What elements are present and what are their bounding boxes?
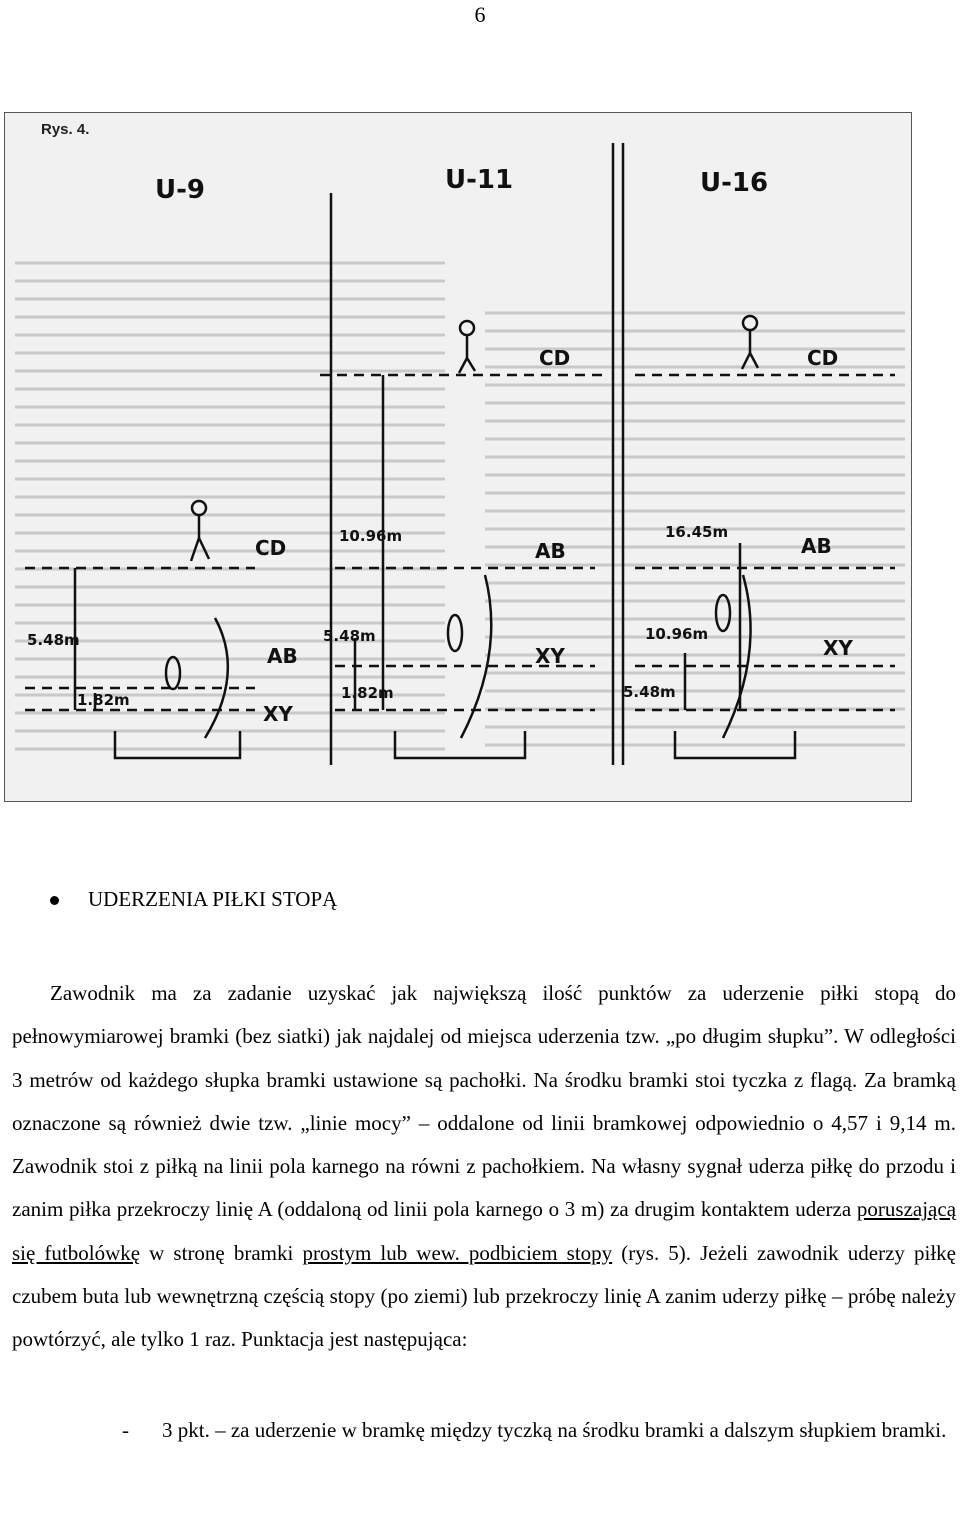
level-label-ab: AB xyxy=(267,644,298,668)
height-label: 1.82m xyxy=(341,684,394,702)
bullet-marker xyxy=(50,896,59,905)
level-label-cd: CD xyxy=(539,346,571,370)
level-label-xy: XY xyxy=(263,702,293,726)
height-label: 16.45m xyxy=(665,523,729,541)
level-label-ab: AB xyxy=(801,534,832,558)
paragraph-underlined-text: poruszającą się futbolówkę xyxy=(12,1197,957,1265)
panel-title-u16: U-16 xyxy=(700,168,769,198)
background-texture xyxy=(15,263,905,749)
paragraph-underlined-text: prostym lub wew. podbiciem stopy xyxy=(302,1240,613,1265)
level-label-cd: CD xyxy=(807,346,839,370)
paragraph-text: (rys. 5). Jeżeli zawodnik uderzy piłkę czubem buta lub wewnętrzną częścią stopy (po ziemi) lub przekroczy linię A zanim uderzy piłkę – próbę należy powtórzyć, ale tylko 1 raz. Punktacja jest następująca: xyxy=(12,1240,956,1352)
height-label: 10.96m xyxy=(645,625,709,643)
figure-label: Rys. 4. xyxy=(41,121,90,138)
height-label: 10.96m xyxy=(339,527,403,545)
figure-rys-4 xyxy=(4,112,912,802)
height-label: 5.48m xyxy=(623,683,676,701)
level-label-cd: CD xyxy=(255,536,287,560)
height-label: 5.48m xyxy=(323,627,376,645)
level-label-xy: XY xyxy=(535,644,565,668)
section-paragraph xyxy=(12,972,956,1362)
paragraph-text: Zawodnik ma za zadanie uzyskać jak największą ilość punktów za uderzenie piłki stopą do pełnowymiarowej bramki (bez siatki) jak najdalej od miejsca uderzenia tzw. „po długim słupku”. W odległości 3 metrów od każdego słupka bramki ustawione są pachołki. Na środku bramki stoi tyczka z flagą. Za bramką oznaczone są również dwie tzw. „linie mocy” – oddalone od linii bramkowej odpowiednio o 4,57 i 9,14 m. Zawodnik stoi z piłką na linii pola karnego na równi z pachołkiem. Na własny sygnał uderza piłkę do przodu i zanim piłka przekroczy linię A (oddaloną od linii pola karnego o 3 m) za drugim kontaktem uderza xyxy=(12,981,956,1222)
list-item-text: 3 pkt. – za uderzenie w bramkę między tyczką na środku bramki a dalszym słupkiem bramki. xyxy=(162,1418,947,1442)
paragraph-text: w stronę bramki xyxy=(140,1240,303,1265)
height-label: 5.48m xyxy=(27,631,80,649)
page-number: 6 xyxy=(474,2,486,27)
panel-title-u11: U-11 xyxy=(445,165,514,195)
panel-title-u9: U-9 xyxy=(155,175,205,205)
list-dash: - xyxy=(122,1418,129,1442)
height-label: 1.82m xyxy=(77,691,130,709)
level-label-xy: XY xyxy=(823,636,853,660)
level-label-ab: AB xyxy=(535,539,566,563)
section-heading: UDERZENIA PIŁKI STOPĄ xyxy=(88,887,338,911)
figure-drawing xyxy=(5,113,911,801)
